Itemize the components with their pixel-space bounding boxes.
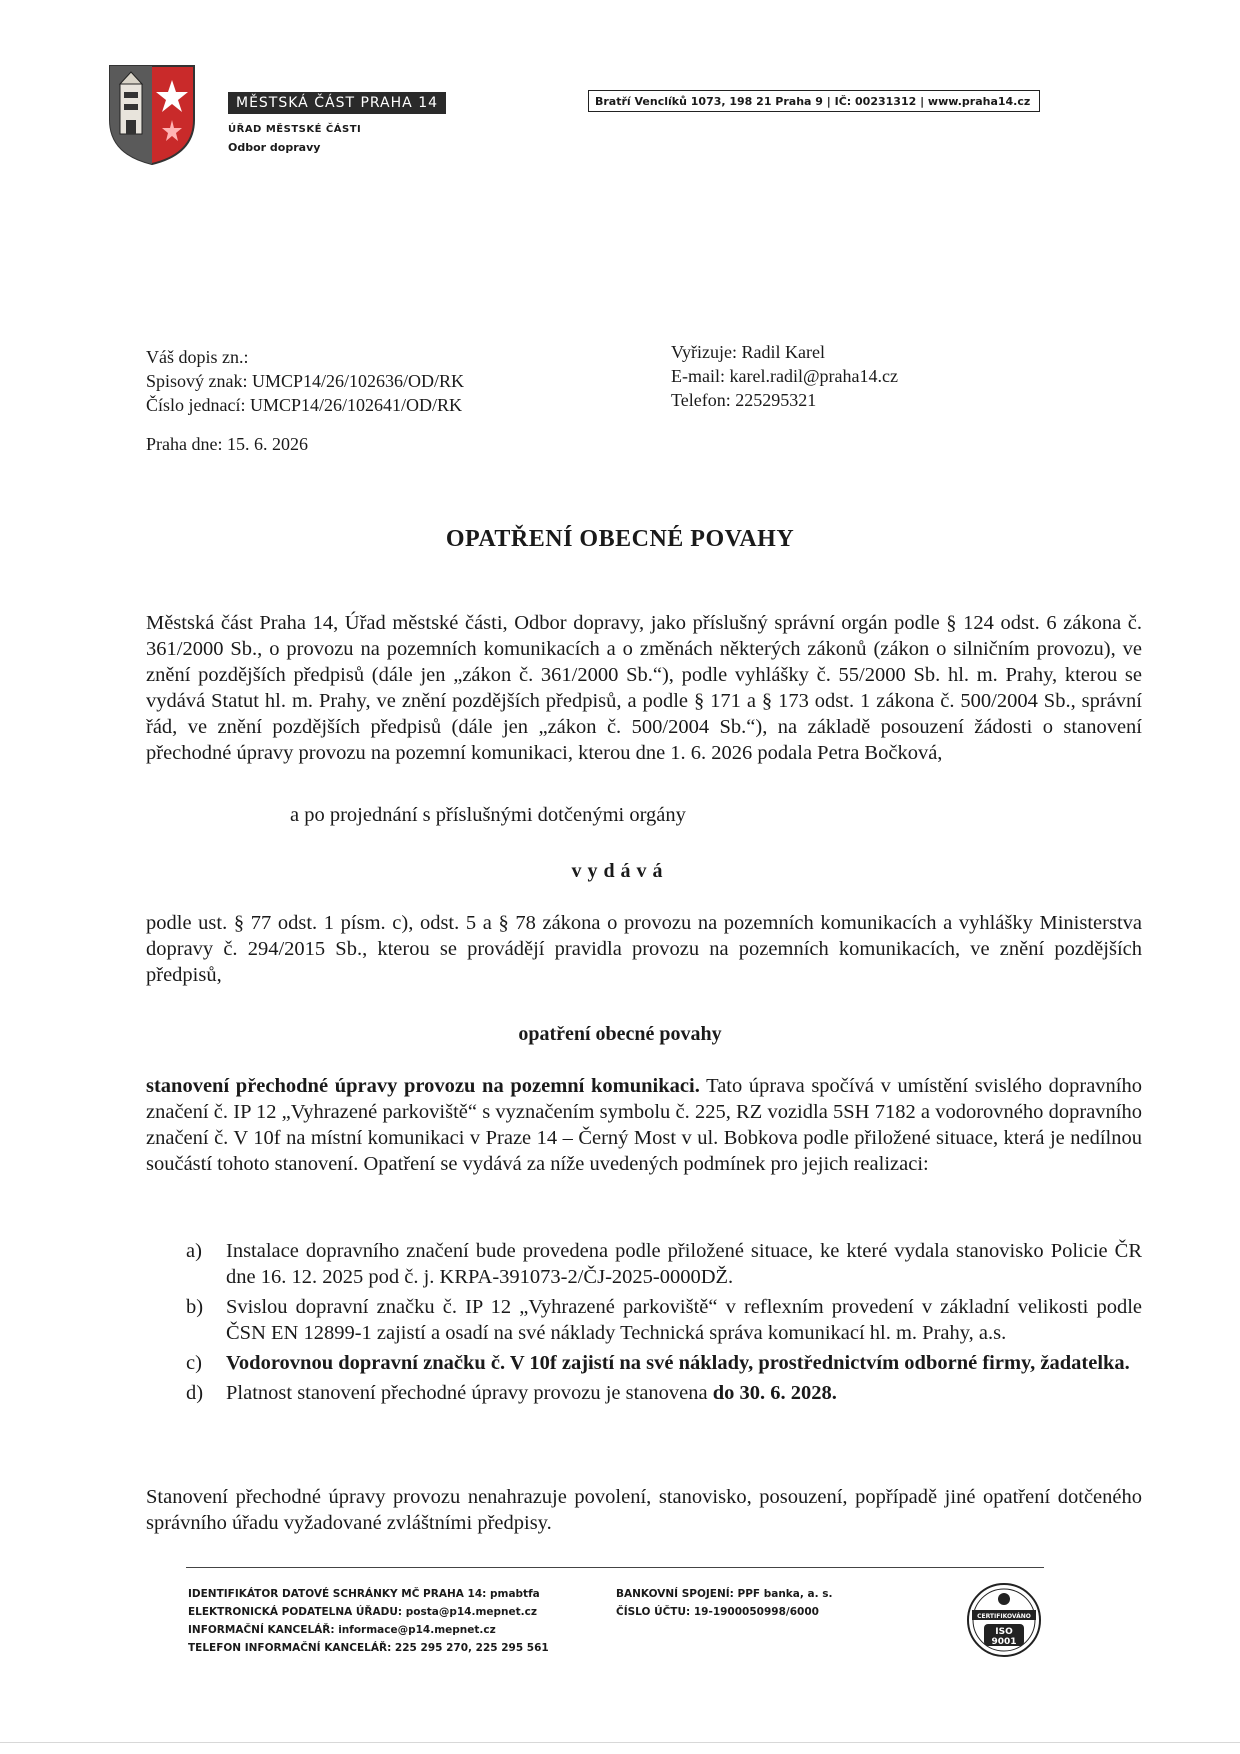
footer-divider [186,1567,1044,1568]
office-name: ÚŘAD MĚSTSKÉ ČÁSTI [228,124,362,135]
validity-date: do 30. 6. 2028. [712,1382,837,1404]
handled-by: Vyřizuje: Radil Karel [671,342,825,362]
list-item [186,1294,1142,1346]
intro-paragraph: Městská část Praha 14, Úřad městské části, Odbor dopravy, jako příslušný správní orgán podle § 124 odst. 6 zákona č. 361/2000 Sb., o provozu na pozemních komunikacích a o změnách některých zákonů (zákon o silničním provozu), ve znění pozdějších předpisů (dále jen „zákon č. 361/2000 Sb.“), podle vyhlášky č. 55/2000 Sb. hl. m. Prahy, kterou se vydává Statut hl. m. Prahy, ve znění pozdějších předpisů, a podle § 171 a § 173 odst. 1 zákona č. 500/2004 Sb., správní řád, ve znění pozdějších předpisů (dále jen „zákon č. 500/2004 Sb.“), na základě posouzení žádosti o stanovení přechodné úpravy provozu na pozemní komunikaci, kterou dne 1. 6. 2026 podala Petra Bočková, [146,612,1142,764]
determination-bold: stanovení přechodné úpravy provozu na pozemní komunikaci. [146,1075,700,1097]
reference-right [671,340,898,412]
item-letter: c) [186,1352,202,1374]
badge-certified: CERTIFIKOVÁNO [977,1613,1031,1620]
list-item [186,1380,1142,1406]
coat-of-arms-logo [106,62,198,166]
item-letter: b) [186,1296,204,1318]
address-box: Bratří Venclíků 1073, 198 21 Praha 9 | IČ: 00231312 | www.praha14.cz [588,90,1040,112]
badge-iso: ISO [995,1627,1013,1637]
determination-text: Tato úprava spočívá v umístění svislého dopravního značení č. IP 12 „Vyhrazené parkoviště“ s vyznačením symbolu č. 225, RZ vozidla 5SH 7182 a vodorovného dopravního značení č. V 10f na místní komunikaci v Praze 14 – Černý Most v ul. Bobkova podle přiložené situace, která je nedílnou součástí tohoto stanovení. Opatření se vydává za níže uvedených podmínek pro jejich realizaci: [146,1075,1142,1175]
list-item [186,1238,1142,1290]
closing-paragraph: Stanovení přechodné úpravy provozu nenahrazuje povolení, stanovisko, posouzení, popřípadě jiné opatření dotčeného správního úřadu vyžadované zvláštními předpisy. [146,1486,1142,1534]
measure-heading: opatření obecné povahy [518,1023,722,1045]
footer-line: INFORMAČNÍ KANCELÁŘ: informace@p14.mepnet.cz [188,1624,496,1636]
footer-line: ELEKTRONICKÁ PODATELNA ÚŘADU: posta@p14.mepnet.cz [188,1606,537,1618]
item-text: Instalace dopravního značení bude provedena podle přiložené situace, ke které vydala stanovisko Policie ČR dne 16. 12. 2025 pod č. j. KRPA-391073-2/ČJ-2025-0000DŽ. [226,1240,1142,1288]
document-date: Praha dne: 15. 6. 2026 [146,434,308,454]
municipality-brand: MĚSTSKÁ ČÁST PRAHA 14 [228,92,446,114]
document-title: OPATŘENÍ OBECNÉ POVAHY [445,526,795,552]
intro-tail: a po projednání s příslušnými dotčenými orgány [290,804,686,826]
department-name: Odbor dopravy [228,141,321,154]
your-letter-label: Váš dopis zn.: [146,347,249,367]
footer-bank [616,1585,833,1621]
footer-line: ČÍSLO ÚČTU: 19-1900050998/6000 [616,1606,819,1618]
contact-email: E-mail: karel.radil@praha14.cz [671,366,898,386]
footer-line: TELEFON INFORMAČNÍ KANCELÁŘ: 225 295 270, 225 295 561 [188,1642,549,1654]
reference-left [146,345,464,417]
list-item [186,1350,1142,1376]
page-edge-line [0,1742,1240,1743]
badge-9001: 9001 [991,1637,1017,1647]
footer-line: BANKOVNÍ SPOJENÍ: PPF banka, a. s. [616,1588,833,1600]
iso-9001-badge-icon [966,1582,1042,1658]
footer-contacts [188,1585,549,1657]
issues-heading: vydává [571,860,669,882]
footer-line: IDENTIFIKÁTOR DATOVÉ SCHRÁNKY MČ PRAHA 14: pmabtfa [188,1588,540,1600]
reference-number: Číslo jednací: UMCP14/26/102641/OD/RK [146,395,463,415]
file-mark: Spisový znak: UMCP14/26/102636/OD/RK [146,371,465,391]
legal-basis-paragraph: podle ust. § 77 odst. 1 písm. c), odst. 5 a § 78 zákona o provozu na pozemních komunikacích a vyhlášky Ministerstva dopravy č. 294/2015 Sb., kterou se provádějí pravidla provozu na pozemních komunikacích, ve znění pozdějších předpisů, [146,912,1142,986]
item-text: Platnost stanovení přechodné úpravy provozu je stanovena [226,1382,713,1404]
item-text: Svislou dopravní značku č. IP 12 „Vyhrazené parkoviště“ v reflexním provedení v základní velikosti podle ČSN EN 12899-1 zajistí a osadí na své náklady Technická správa komunikací hl. m. Prahy, a.s. [226,1296,1142,1344]
determination-paragraph [146,1073,1142,1177]
item-text: Vodorovnou dopravní značku č. V 10f zajistí na své náklady, prostřednictvím odborné firmy, žadatelka. [226,1352,1130,1374]
conditions-list [186,1238,1142,1410]
item-letter: d) [186,1382,204,1404]
contact-phone: Telefon: 225295321 [671,390,817,410]
item-letter: a) [186,1240,202,1262]
